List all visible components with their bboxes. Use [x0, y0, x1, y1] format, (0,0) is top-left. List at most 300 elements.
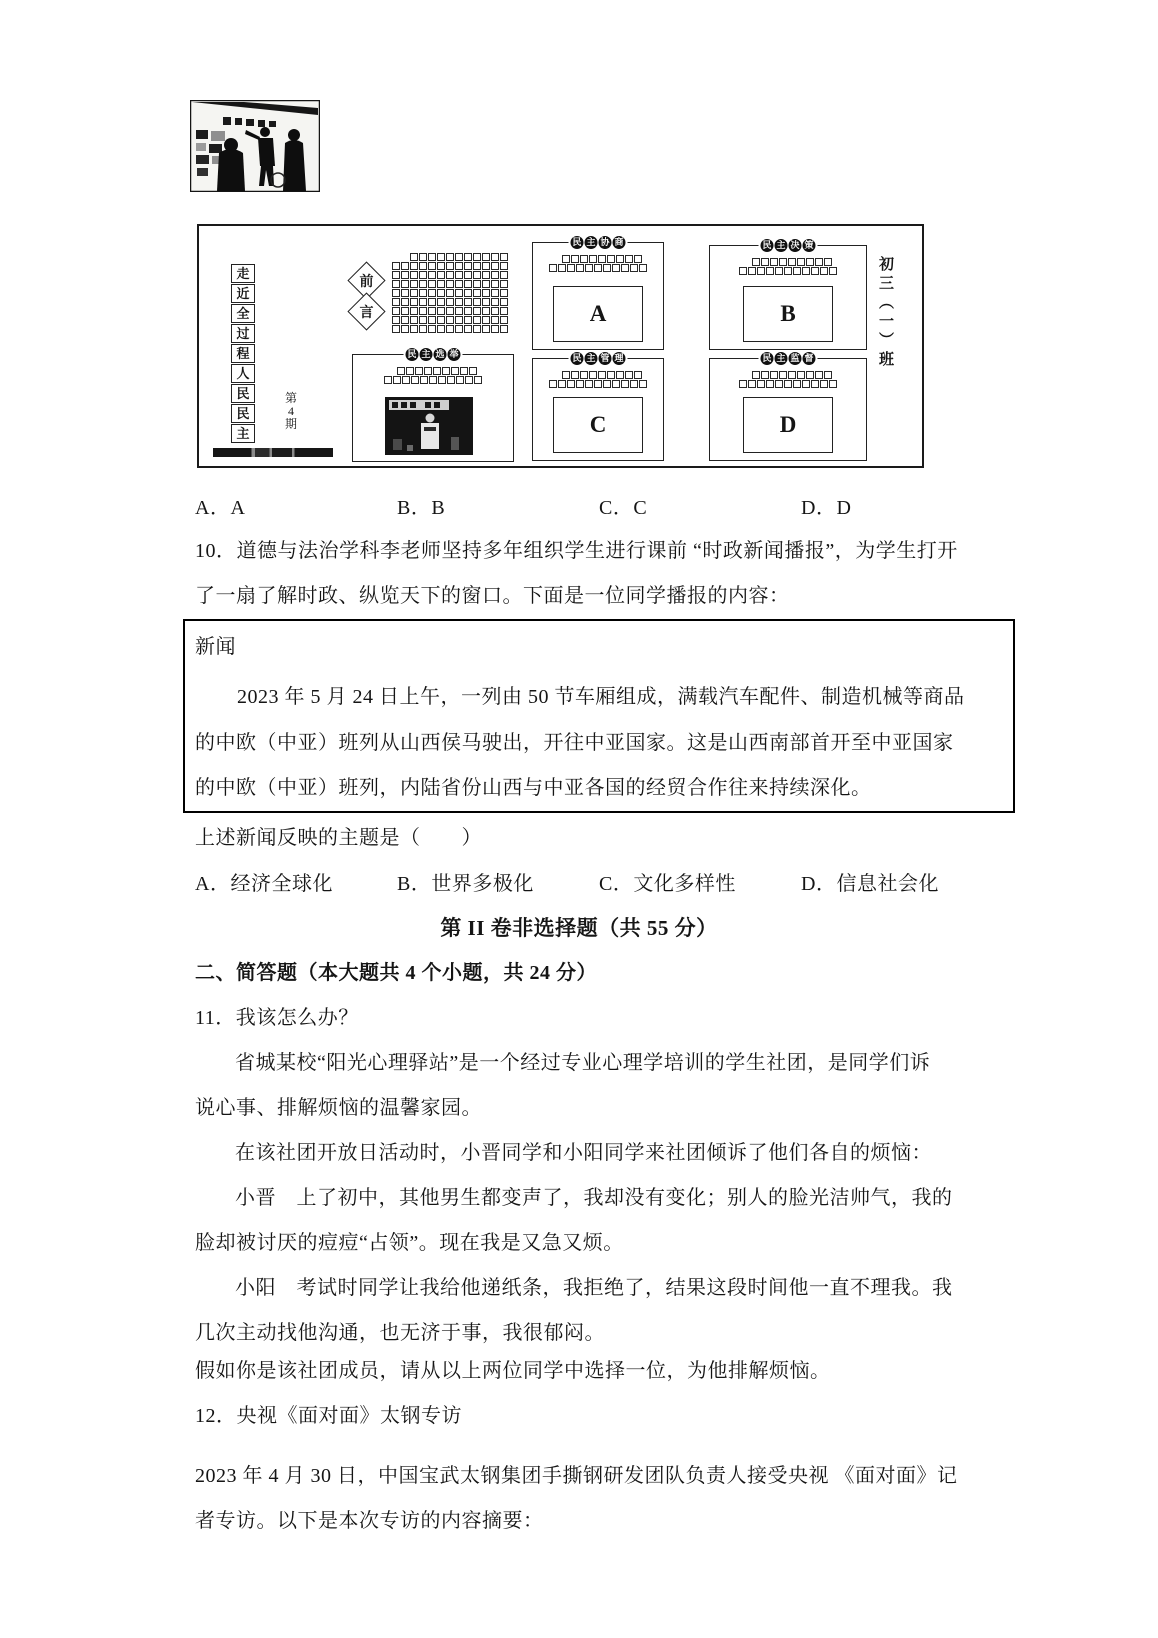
seat-square — [473, 262, 481, 270]
section2-title: 二、简答题（本大题共 4 个小题，共 24 分） — [195, 962, 597, 984]
seat-square — [491, 307, 499, 315]
title-char: 理 — [614, 353, 624, 363]
q10-option-b: B．世界多极化 — [397, 873, 534, 895]
seat-square — [419, 253, 427, 261]
seat-square — [793, 380, 801, 388]
seat-square — [558, 264, 566, 272]
seat-square — [419, 280, 427, 288]
seat-square — [455, 262, 463, 270]
seat-square — [437, 271, 445, 279]
q11-line-1: 省城某校“阳光心理驿站”是一个经过专业心理学培训的学生社团，是同学们诉 — [235, 1052, 931, 1074]
board-section-c — [532, 353, 664, 461]
seat-square — [775, 380, 783, 388]
seat-square — [815, 258, 823, 266]
blackboard-newspaper-diagram — [197, 224, 924, 468]
seat-row — [392, 316, 509, 323]
q11-line-3: 在该社团开放日活动时，小晋同学和小阳同学来社团倾诉了他们各自的烦恼： — [235, 1142, 932, 1164]
seat-row — [710, 258, 866, 265]
seat-square — [802, 267, 810, 275]
seat-square — [603, 380, 611, 388]
section-election-title — [404, 348, 463, 361]
seat-row — [533, 380, 663, 387]
seat-square — [469, 367, 477, 375]
seat-square — [410, 271, 418, 279]
seat-square — [446, 316, 454, 324]
seat-square — [500, 271, 508, 279]
seat-square — [464, 316, 472, 324]
seat-square — [634, 255, 642, 263]
seat-row — [392, 262, 509, 269]
seat-row — [710, 267, 866, 274]
seat-row — [392, 289, 509, 296]
seat-square — [797, 371, 805, 379]
q10-stem-line-1: 10．道德与法治学科李老师坚持多年组织学生进行课前 “时政新闻播报”，为学生打开 — [195, 540, 958, 562]
title-char: 决 — [790, 240, 800, 250]
seat-square — [806, 371, 814, 379]
seat-square — [761, 258, 769, 266]
seat-square — [401, 316, 409, 324]
seat-row — [392, 298, 509, 305]
board-title-char: 近 — [231, 284, 255, 303]
section-letter: B — [780, 301, 796, 326]
seat-square — [428, 280, 436, 288]
seat-square — [437, 325, 445, 333]
seat-square — [491, 280, 499, 288]
section-letter: A — [589, 301, 607, 326]
seat-square — [419, 271, 427, 279]
seat-square — [401, 289, 409, 297]
seat-square — [392, 280, 400, 288]
seat-square — [424, 367, 432, 375]
seat-square — [500, 307, 508, 315]
seat-square — [464, 262, 472, 270]
seat-square — [419, 298, 427, 306]
seat-square — [616, 255, 624, 263]
seat-square — [594, 264, 602, 272]
seat-row — [392, 253, 509, 260]
seat-square — [401, 280, 409, 288]
seat-row — [392, 307, 509, 314]
seat-square — [757, 267, 765, 275]
section-d-title — [759, 352, 818, 365]
seat-square — [820, 267, 828, 275]
news-line-1: 2023 年 5 月 24 日上午，一列由 50 节车厢组成，满载汽车配件、制造机械等商品 — [237, 686, 965, 708]
seat-square — [612, 264, 620, 272]
seat-square — [811, 380, 819, 388]
seat-square — [820, 380, 828, 388]
seat-row — [392, 325, 509, 332]
seat-square — [580, 371, 588, 379]
section-c-letter-box — [553, 397, 643, 453]
seat-row — [533, 255, 663, 262]
board-title-char: 程 — [231, 344, 255, 363]
title-char: 主 — [776, 240, 786, 250]
issue-char: 期 — [284, 417, 297, 431]
seat-square — [766, 380, 774, 388]
seat-square — [446, 271, 454, 279]
class-label: 初三（一）班 — [877, 256, 893, 370]
seat-square — [500, 262, 508, 270]
q9-option-d: D．D — [801, 497, 852, 519]
title-char: 策 — [804, 240, 814, 250]
seat-square — [410, 307, 418, 315]
q12-line-2: 者专访。以下是本次专访的内容摘要： — [195, 1510, 544, 1532]
q11-line-7: 几次主动找他沟通，也无济于事，我很郁闷。 — [195, 1322, 605, 1344]
seat-square — [549, 380, 557, 388]
q11-title: 11．我该怎么办？ — [195, 1007, 359, 1029]
section-letter: C — [589, 412, 607, 437]
seat-square — [482, 253, 490, 261]
seat-square — [464, 253, 472, 261]
q12-line-1: 2023 年 4 月 30 日，中国宝武太钢集团手撕钢研发团队负责人接受央视 《面对面》记 — [195, 1465, 958, 1487]
seat-square — [429, 376, 437, 384]
seat-square — [571, 255, 579, 263]
seat-square — [598, 371, 606, 379]
seat-square — [585, 380, 593, 388]
seat-square — [779, 371, 787, 379]
seat-square — [748, 267, 756, 275]
seat-square — [464, 271, 472, 279]
board-section-b — [709, 240, 867, 350]
seat-square — [829, 380, 837, 388]
seat-square — [464, 289, 472, 297]
q10-stem-line-2: 了一扇了解时政、纵览天下的窗口。下面是一位同学播报的内容： — [195, 585, 790, 607]
news-label: 新闻 — [195, 636, 236, 658]
seat-square — [473, 307, 481, 315]
seat-square — [410, 298, 418, 306]
title-char: 主 — [586, 237, 596, 247]
seat-square — [455, 316, 463, 324]
audience-seat-grid — [392, 253, 509, 334]
seat-square — [482, 325, 490, 333]
seat-square — [446, 298, 454, 306]
seat-square — [775, 267, 783, 275]
news-line-2: 的中欧（中亚）班列从山西侯马驶出，开往中亚国家。这是山西南部首开至中亚国家 — [195, 732, 954, 754]
seat-square — [482, 280, 490, 288]
seat-square — [585, 264, 593, 272]
title-char: 协 — [600, 237, 610, 247]
board-section-election — [352, 349, 514, 462]
title-char: 管 — [600, 353, 610, 363]
seat-square — [428, 271, 436, 279]
seat-square — [473, 325, 481, 333]
seat-square — [401, 298, 409, 306]
seat-square — [500, 316, 508, 324]
seat-square — [491, 271, 499, 279]
seat-square — [428, 307, 436, 315]
seat-square — [621, 380, 629, 388]
seat-square — [757, 380, 765, 388]
title-char: 民 — [407, 349, 417, 359]
seat-square — [437, 316, 445, 324]
seat-row — [533, 264, 663, 271]
seat-square — [630, 264, 638, 272]
title-char: 主 — [586, 353, 596, 363]
title-char: 民 — [572, 353, 582, 363]
seat-square — [576, 264, 584, 272]
seat-square — [428, 316, 436, 324]
seat-square — [482, 271, 490, 279]
preface-char: 言 — [359, 305, 374, 321]
seat-square — [392, 307, 400, 315]
section-a-letter-box — [553, 286, 643, 342]
q11-line-2: 说心事、排解烦恼的温馨家园。 — [195, 1097, 482, 1119]
seat-square — [410, 289, 418, 297]
seat-square — [401, 325, 409, 333]
seat-square — [420, 376, 428, 384]
board-title-char: 全 — [231, 304, 255, 323]
seat-square — [464, 298, 472, 306]
seat-square — [752, 258, 760, 266]
decorative-strip — [213, 448, 333, 457]
seat-square — [446, 262, 454, 270]
board-section-d — [709, 353, 867, 461]
seat-square — [639, 264, 647, 272]
title-char: 督 — [804, 353, 814, 363]
seat-square — [625, 371, 633, 379]
seat-square — [482, 316, 490, 324]
seat-square — [455, 307, 463, 315]
seat-row — [353, 376, 513, 383]
seat-square — [419, 307, 427, 315]
seat-square — [392, 298, 400, 306]
seat-square — [752, 371, 760, 379]
preface-diamond-2 — [347, 292, 385, 330]
part2-header: 第 II 卷非选择题（共 55 分） — [440, 916, 718, 940]
seat-square — [455, 298, 463, 306]
seat-square — [437, 262, 445, 270]
q9-options-row — [195, 492, 1015, 524]
seat-square — [393, 376, 401, 384]
seat-square — [455, 253, 463, 261]
seat-square — [397, 367, 405, 375]
seat-square — [567, 380, 575, 388]
seat-square — [446, 325, 454, 333]
seat-square — [437, 298, 445, 306]
seat-square — [491, 325, 499, 333]
seat-square — [428, 262, 436, 270]
seat-square — [770, 258, 778, 266]
seat-square — [419, 325, 427, 333]
seat-square — [411, 376, 419, 384]
seat-square — [770, 371, 778, 379]
seat-square — [500, 325, 508, 333]
title-char: 举 — [449, 349, 459, 359]
seat-square — [437, 253, 445, 261]
seat-square — [806, 258, 814, 266]
seat-square — [419, 262, 427, 270]
seat-square — [392, 262, 400, 270]
seat-square — [784, 380, 792, 388]
seat-square — [410, 262, 418, 270]
seat-square — [433, 367, 441, 375]
seat-square — [482, 262, 490, 270]
seat-square — [739, 380, 747, 388]
q10-question: 上述新闻反映的主题是（ ） — [195, 827, 482, 849]
seat-square — [451, 367, 459, 375]
seat-row — [392, 271, 509, 278]
seat-square — [761, 371, 769, 379]
seat-square — [558, 380, 566, 388]
issue-char: 4 — [288, 404, 294, 418]
seat-square — [473, 253, 481, 261]
seat-square — [589, 371, 597, 379]
seat-square — [401, 307, 409, 315]
seat-square — [779, 258, 787, 266]
title-char: 主 — [776, 353, 786, 363]
seat-square — [616, 371, 624, 379]
seat-square — [446, 280, 454, 288]
seat-square — [500, 298, 508, 306]
seat-square — [829, 267, 837, 275]
issue-char: 第 — [284, 391, 297, 405]
seat-square — [455, 289, 463, 297]
seat-square — [491, 289, 499, 297]
q10-option-c: C．文化多样性 — [599, 873, 736, 895]
seat-square — [594, 380, 602, 388]
seat-square — [428, 289, 436, 297]
seat-square — [446, 289, 454, 297]
seat-square — [571, 371, 579, 379]
seat-square — [630, 380, 638, 388]
title-char: 民 — [762, 353, 772, 363]
seat-square — [415, 367, 423, 375]
seat-square — [473, 316, 481, 324]
seat-square — [455, 325, 463, 333]
seat-square — [482, 307, 490, 315]
seat-square — [788, 258, 796, 266]
title-char: 主 — [421, 349, 431, 359]
seat-square — [634, 371, 642, 379]
seat-square — [482, 289, 490, 297]
board-title-char: 人 — [231, 364, 255, 383]
title-char: 民 — [762, 240, 772, 250]
title-char: 民 — [572, 237, 582, 247]
title-char: 商 — [614, 237, 624, 247]
seat-square — [455, 271, 463, 279]
section-c-title — [569, 352, 628, 365]
seat-row — [710, 380, 866, 387]
seat-square — [612, 380, 620, 388]
seat-square — [473, 271, 481, 279]
seat-square — [392, 289, 400, 297]
q9-option-b: B．B — [397, 497, 446, 519]
seat-square — [473, 289, 481, 297]
seat-square — [455, 280, 463, 288]
section-d-letter-box — [743, 397, 833, 453]
seat-square — [465, 376, 473, 384]
seat-square — [562, 371, 570, 379]
title-char: 监 — [790, 353, 800, 363]
seat-square — [766, 267, 774, 275]
section-a-title — [569, 236, 628, 249]
seat-square — [438, 376, 446, 384]
news-line-3: 的中欧（中亚）班列，内陆省份山西与中亚各国的经贸合作往来持续深化。 — [195, 777, 872, 799]
board-title-char: 过 — [231, 324, 255, 343]
seat-row — [533, 371, 663, 378]
q11-line-6: 小阳 考试时同学让我给他递纸条，我拒绝了，结果这段时间他一直不理我。我 — [235, 1277, 953, 1299]
seat-square — [419, 316, 427, 324]
q12-title: 12．央视《面对面》太钢专访 — [195, 1405, 462, 1427]
seat-square — [567, 264, 575, 272]
seat-square — [437, 280, 445, 288]
seat-square — [621, 264, 629, 272]
seat-square — [815, 371, 823, 379]
seat-square — [392, 271, 400, 279]
seat-square — [748, 380, 756, 388]
q11-line-4: 小晋 上了初中，其他男生都变声了，我却没有变化；别人的脸光洁帅气，我的 — [235, 1187, 953, 1209]
seat-square — [580, 255, 588, 263]
seat-square — [811, 267, 819, 275]
preface-char: 前 — [359, 274, 374, 290]
seat-square — [482, 298, 490, 306]
seat-square — [500, 253, 508, 261]
q10-option-a: A．经济全球化 — [195, 873, 333, 895]
q10-options-row — [195, 868, 1015, 900]
q11-line-5: 脸却被讨厌的痘痘“占领”。现在我是又急又烦。 — [195, 1232, 624, 1254]
seat-square — [824, 371, 832, 379]
election-scene-photo — [385, 397, 473, 455]
seat-square — [392, 316, 400, 324]
seat-square — [603, 264, 611, 272]
board-title-char: 走 — [231, 264, 255, 283]
seat-square — [401, 271, 409, 279]
seat-row — [353, 367, 513, 374]
seat-square — [576, 380, 584, 388]
seat-square — [784, 267, 792, 275]
seat-square — [464, 280, 472, 288]
board-title-char: 民 — [231, 384, 255, 403]
seat-square — [607, 371, 615, 379]
seat-square — [446, 253, 454, 261]
seat-square — [384, 376, 392, 384]
section-b-title — [759, 239, 818, 252]
seat-square — [491, 253, 499, 261]
seat-square — [491, 298, 499, 306]
seat-square — [410, 253, 418, 261]
section-b-letter-box — [743, 286, 833, 342]
seat-square — [428, 298, 436, 306]
seat-square — [464, 325, 472, 333]
seat-square — [406, 367, 414, 375]
seat-square — [607, 255, 615, 263]
q9-option-c: C．C — [599, 497, 648, 519]
seat-square — [437, 307, 445, 315]
seat-square — [402, 376, 410, 384]
seat-square — [428, 325, 436, 333]
seat-square — [639, 380, 647, 388]
seat-square — [447, 376, 455, 384]
seat-square — [474, 376, 482, 384]
seat-square — [473, 298, 481, 306]
seat-square — [410, 316, 418, 324]
seat-square — [392, 325, 400, 333]
seat-square — [598, 255, 606, 263]
seat-square — [802, 380, 810, 388]
news-box — [183, 619, 1015, 813]
seat-square — [401, 262, 409, 270]
q9-option-a: A．A — [195, 497, 246, 519]
seat-square — [788, 371, 796, 379]
issue-number — [283, 392, 299, 431]
seat-square — [589, 255, 597, 263]
seat-square — [549, 264, 557, 272]
title-char: 选 — [435, 349, 445, 359]
seat-square — [625, 255, 633, 263]
board-title-column — [231, 264, 255, 443]
seat-row — [710, 371, 866, 378]
seat-square — [491, 316, 499, 324]
